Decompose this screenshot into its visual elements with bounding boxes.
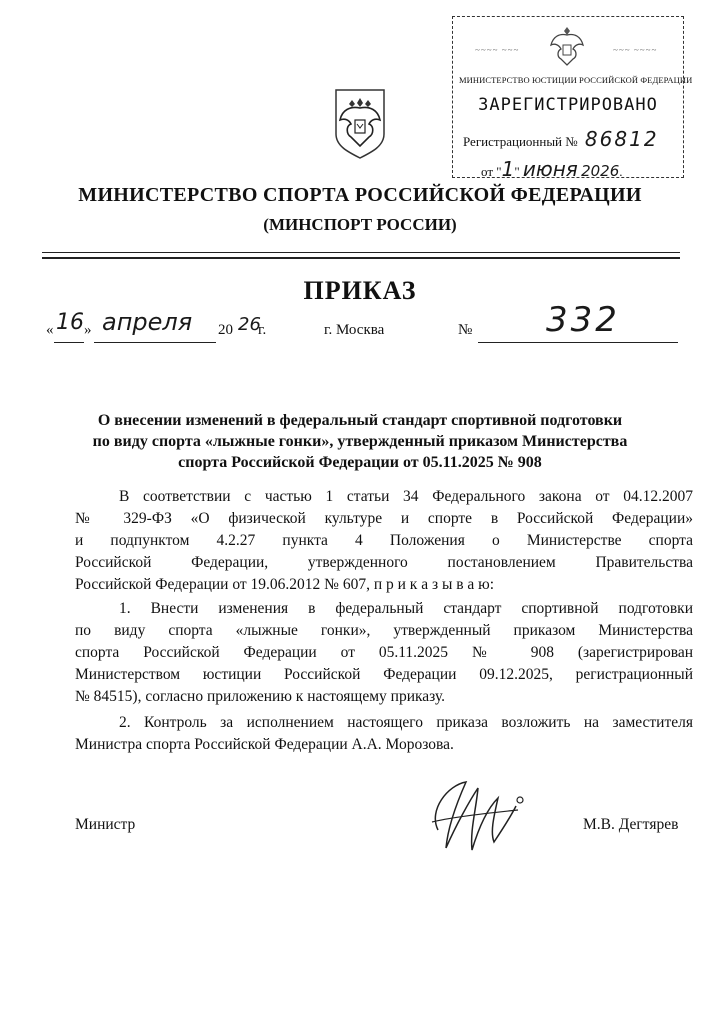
subject-line: О внесении изменений в федеральный стандарт спортивной подготовки — [97, 412, 623, 429]
paragraph-line: Министерством юстиции Российской Федерации 09.12.2025, регистрационный — [75, 666, 693, 683]
registration-stamp — [452, 16, 693, 181]
paragraph-line: № 329-ФЗ «О физической культуре и спорте в Российской Федерации» — [75, 510, 693, 527]
paragraph-line: Российской Федерации, утвержденного постановлением Правительства — [75, 554, 693, 571]
header-divider-thick — [42, 257, 680, 259]
eagle-emblem-icon — [547, 23, 587, 69]
document-type: ПРИКАЗ — [303, 276, 417, 305]
subject-line: по виду спорта «лыжные гонки», утвержденный приказом Министерства — [92, 433, 628, 450]
paragraph-line: по виду спорта «лыжные гонки», утвержденный приказом Министерства — [75, 622, 693, 639]
stamp-reg-number: 86812 — [584, 127, 659, 151]
stamp-date-prefix: от " — [481, 164, 502, 179]
paragraph-line: № 84515), согласно приложению к настоящему приказу. — [75, 688, 446, 705]
paragraph-line: 1. Внести изменения в федеральный стандарт спортивной подготовки — [119, 600, 693, 617]
subject-line: спорта Российской Федерации от 05.11.2025 № 908 — [178, 454, 542, 471]
paragraph-line: Министра спорта Российской Федерации А.А. Морозова. — [75, 736, 454, 753]
order-subject — [70, 410, 650, 473]
stamp-scribble-right: ~~~ ~~~~ — [613, 45, 658, 55]
order-date-line — [46, 300, 686, 348]
order-number: 332 — [546, 300, 620, 340]
stamp-reg-label: Регистрационный № — [463, 134, 578, 149]
paragraph-line: и подпунктом 4.2.27 пункта 4 Положения о Министерстве спорта — [75, 532, 693, 549]
order-number-label: № — [458, 322, 473, 338]
day-underline — [54, 342, 84, 343]
stamp-date-month: июня — [522, 157, 578, 181]
ministry-short-name: (МИНСПОРТ РОССИИ) — [263, 215, 457, 234]
stamp-scribble-left: ~~~~ ~~~ — [475, 45, 520, 55]
quote-close: » — [84, 322, 92, 338]
paragraph-line: В соответствии с частью 1 статьи 34 Федерального закона от 04.12.2007 — [119, 488, 693, 505]
stamp-ministry: МИНИСТЕРСТВО ЮСТИЦИИ РОССИЙСКОЙ ФЕДЕРАЦИИ — [459, 75, 693, 85]
paragraph-line: Российской Федерации от 19.06.2012 № 607, п р и к а з ы в а ю: — [75, 576, 495, 593]
quote-open: « — [46, 322, 54, 338]
coat-of-arms-icon — [330, 86, 390, 160]
paragraph-preamble — [75, 486, 693, 596]
order-month: апреля — [102, 308, 193, 336]
month-underline — [94, 342, 216, 343]
paragraph-item-2 — [75, 712, 693, 756]
ministry-title: МИНИСТЕРСТВО СПОРТА РОССИЙСКОЙ ФЕДЕРАЦИИ — [78, 184, 642, 206]
stamp-date-day: 1 — [501, 157, 515, 181]
signatory-position: Министр — [75, 816, 136, 833]
order-day: 16 — [56, 310, 84, 335]
paragraph-item-1 — [75, 598, 693, 708]
order-year-prefix: 20 — [218, 322, 233, 338]
paragraph-line: спорта Российской Федерации от 05.11.2025 № 908 (зарегистрирован — [75, 644, 693, 661]
signatory-name: М.В. Дегтярев — [583, 816, 679, 833]
order-year-handwritten: 26 — [238, 314, 261, 335]
order-city: г. Москва — [324, 322, 385, 338]
stamp-registered: ЗАРЕГИСТРИРОВАНО — [478, 95, 658, 115]
header-divider-thin — [42, 252, 680, 253]
order-year-suffix: г. — [258, 322, 267, 338]
paragraph-line: 2. Контроль за исполнением настоящего приказа возложить на заместителя — [119, 714, 693, 731]
stamp-registration-number — [463, 127, 659, 151]
stamp-date-year: 2026 — [581, 162, 620, 180]
number-underline — [478, 342, 678, 343]
handwritten-signature — [418, 770, 528, 860]
stamp-registration-date: от "1" июня 2026. — [481, 157, 623, 181]
